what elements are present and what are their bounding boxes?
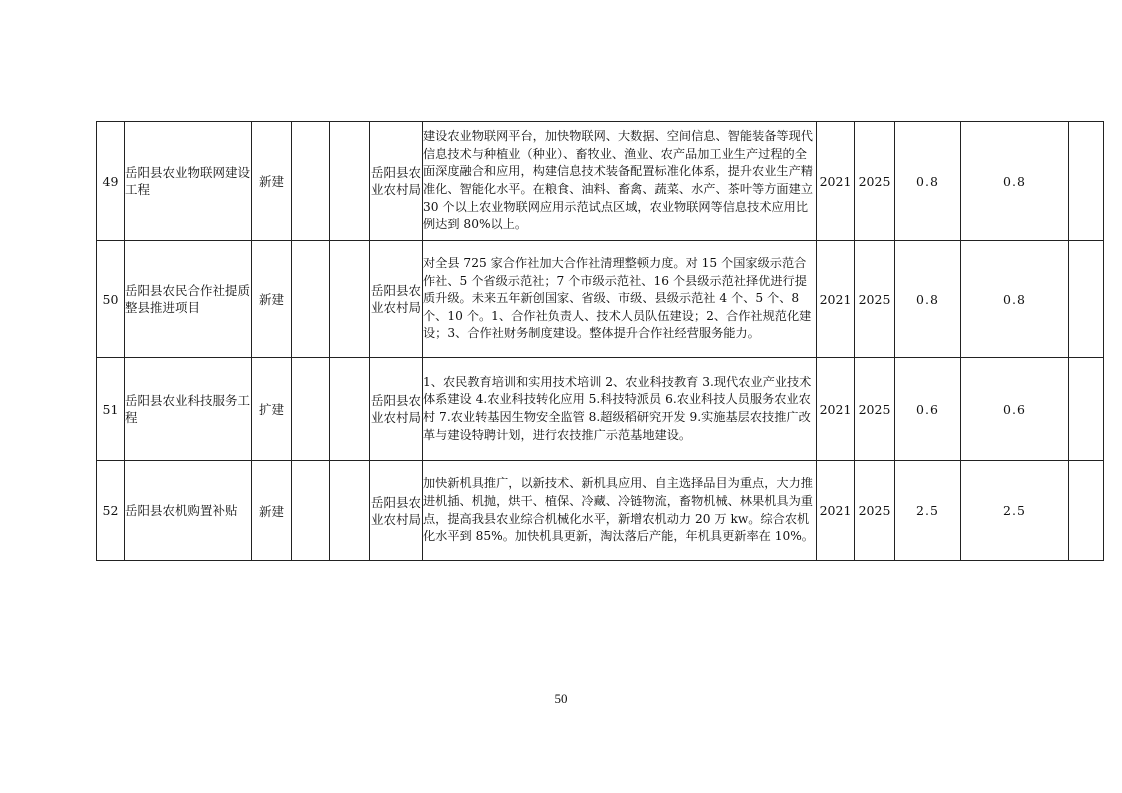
planned-investment: 0.8 (961, 122, 1069, 241)
empty-cell (1069, 461, 1104, 561)
project-name: 岳阳县农机购置补贴 (125, 461, 252, 561)
empty-cell (292, 122, 330, 241)
start-year: 2021 (817, 122, 855, 241)
empty-cell (1069, 122, 1104, 241)
empty-cell (330, 241, 370, 358)
end-year: 2025 (855, 358, 895, 461)
empty-cell (330, 122, 370, 241)
project-content: 加快新机具推广，以新技术、新机具应用、自主选择品目为重点，大力推进机插、机抛，烘干、植保、冷藏、冷链物流，畜物机械、林果机具为重点，提高我县农业综合机械化水平，新增农机动力 20 万 kw。综合农机化水平到 85%。加快机具更新，淘汰落后产能，年机具更新率在 10%。 (423, 461, 817, 561)
start-year: 2021 (817, 241, 855, 358)
planned-investment: 2.5 (961, 461, 1069, 561)
construction-type: 扩建 (252, 358, 292, 461)
end-year: 2025 (855, 241, 895, 358)
construction-type: 新建 (252, 122, 292, 241)
project-content: 对全县 725 家合作社加大合作社清理整顿力度。对 15 个国家级示范合作社、5 个省级示范社；7 个市级示范社、16 个县级示范社择优进行提质升级。未来五年新创国家、省级、市级、县级示范社 4 个、5 个、8 个、10 个。1、合作社负责人、技术人员队伍建设；2、合作社规范化建设；3、合作社财务制度建设。整体提升合作社经营服务能力。 (423, 241, 817, 358)
total-investment: 0.6 (895, 358, 961, 461)
row-number: 52 (97, 461, 125, 561)
start-year: 2021 (817, 461, 855, 561)
empty-cell (292, 358, 330, 461)
project-name: 岳阳县农业科技服务工程 (125, 358, 252, 461)
row-number: 51 (97, 358, 125, 461)
planned-investment: 0.6 (961, 358, 1069, 461)
responsible-unit: 岳阳县农业农村局 (370, 358, 423, 461)
empty-cell (330, 358, 370, 461)
construction-type: 新建 (252, 241, 292, 358)
end-year: 2025 (855, 461, 895, 561)
project-name: 岳阳县农业物联网建设工程 (125, 122, 252, 241)
end-year: 2025 (855, 122, 895, 241)
table-row (97, 461, 1104, 561)
total-investment: 0.8 (895, 122, 961, 241)
table-row (97, 241, 1104, 358)
responsible-unit: 岳阳县农业农村局 (370, 122, 423, 241)
empty-cell (292, 461, 330, 561)
empty-cell (1069, 358, 1104, 461)
empty-cell (292, 241, 330, 358)
page-number: 50 (554, 691, 568, 706)
row-number: 49 (97, 122, 125, 241)
responsible-unit: 岳阳县农业农村局 (370, 461, 423, 561)
project-content: 1、农民教育培训和实用技术培训 2、农业科技教育 3.现代农业产业技术体系建设 4.农业科技转化应用 5.科技特派员 6.农业科技人员服务农业农村 7.农业转基因生物安全监管 8.超级稻研究开发 9.实施基层农技推广改革与建设特聘计划，进行农技推广示范基地建设。 (423, 358, 817, 461)
row-number: 50 (97, 241, 125, 358)
construction-type: 新建 (252, 461, 292, 561)
project-table (96, 121, 1104, 561)
total-investment: 0.8 (895, 241, 961, 358)
start-year: 2021 (817, 358, 855, 461)
empty-cell (330, 461, 370, 561)
empty-cell (1069, 241, 1104, 358)
project-name: 岳阳县农民合作社提质整县推进项目 (125, 241, 252, 358)
total-investment: 2.5 (895, 461, 961, 561)
table-row (97, 122, 1104, 241)
table-row (97, 358, 1104, 461)
responsible-unit: 岳阳县农业农村局 (370, 241, 423, 358)
planned-investment: 0.8 (961, 241, 1069, 358)
project-content: 建设农业物联网平台，加快物联网、大数据、空间信息、智能装备等现代信息技术与种植业（种业）、畜牧业、渔业、农产品加工业生产过程的全面深度融合和应用，构建信息技术装备配置标准化体系，提升农业生产精准化、智能化水平。在粮食、油料、畜禽、蔬菜、水产、茶叶等方面建立 30 个以上农业物联网应用示范试点区域，农业物联网等信息技术应用比例达到 80%以上。 (423, 122, 817, 241)
